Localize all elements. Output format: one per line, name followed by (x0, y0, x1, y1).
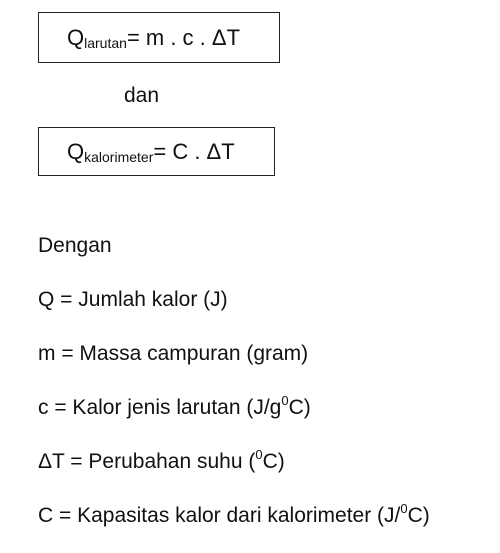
formula-rhs: = C . ΔT (153, 138, 235, 164)
formula-q-symbol: Q (67, 24, 85, 50)
degree-superscript: 0 (255, 447, 263, 462)
definition-c (38, 393, 311, 420)
definition-capacity (38, 501, 430, 528)
formula-subscript: kalorimeter (84, 148, 154, 165)
definition-capacity-unit-end: C) (407, 504, 430, 527)
degree-superscript: 0 (400, 501, 408, 516)
formula-q-symbol: Q (67, 138, 85, 164)
definition-delta-t (38, 447, 285, 474)
definitions-heading: Dengan (38, 234, 112, 257)
degree-superscript: 0 (281, 393, 289, 408)
definition-m: m = Massa campuran (gram) (38, 342, 309, 365)
definition-c-text: c = Kalor jenis larutan (J/g (38, 396, 282, 419)
formula-box-larutan (38, 12, 280, 63)
definition-delta-t-text: ΔT = Perubahan suhu ( (38, 450, 256, 473)
formula-subscript: larutan (84, 34, 127, 51)
connector-text: dan (124, 84, 160, 107)
definition-delta-t-unit-end: C) (262, 450, 285, 473)
definition-capacity-text: C = Kapasitas kalor dari kalorimeter (J/ (38, 504, 401, 527)
definition-q: Q = Jumlah kalor (J) (38, 288, 228, 311)
formula-rhs: = m . c . ΔT (126, 24, 241, 50)
definition-c-unit-end: C) (288, 396, 311, 419)
formula-box-kalorimeter (38, 127, 275, 176)
